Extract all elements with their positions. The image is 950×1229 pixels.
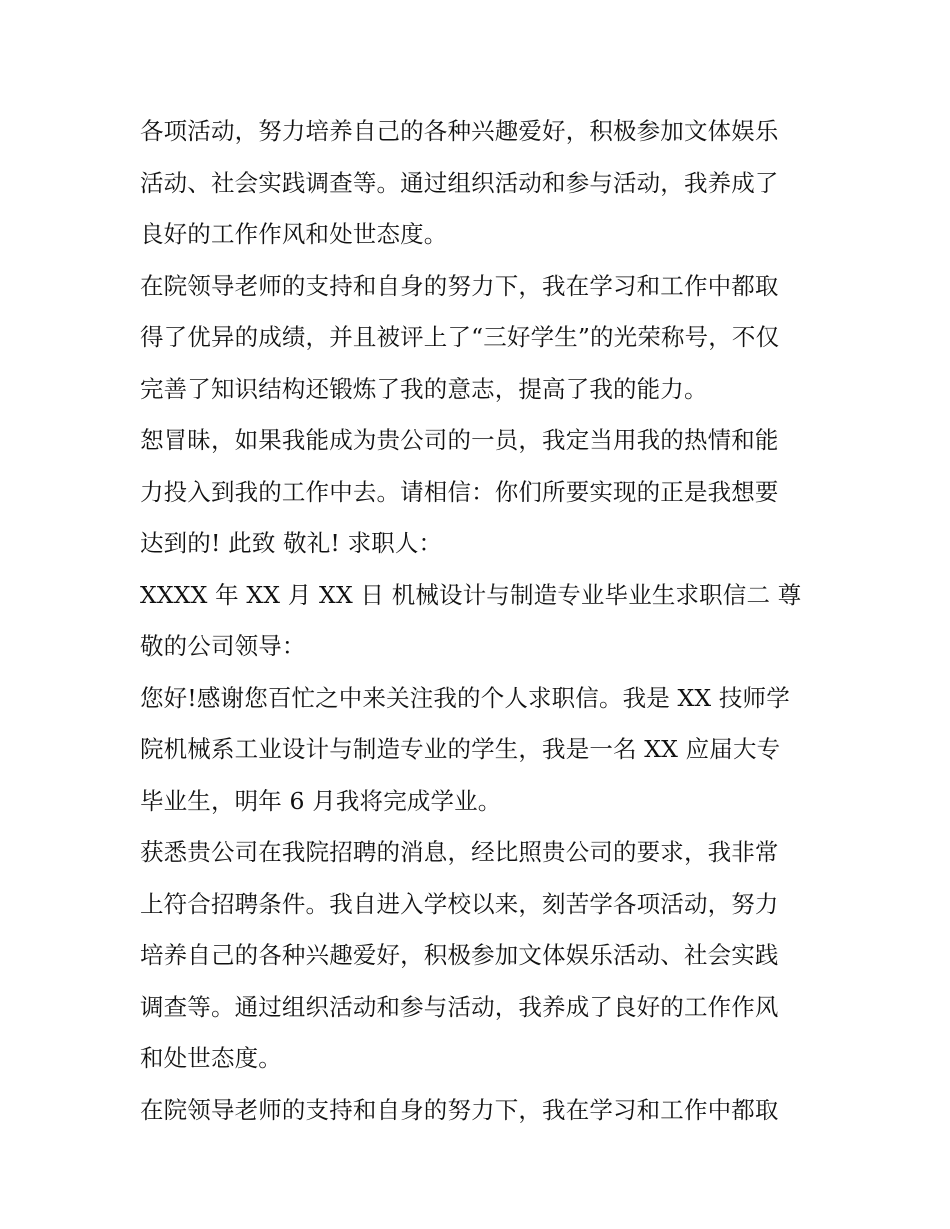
text-line: 活动、社会实践调查等。通过组织活动和参与活动，我养成了 xyxy=(140,168,779,197)
text-line: 院机械系工业设计与制造专业的学生，我是一名 XX 应届大专 xyxy=(140,735,781,763)
text-line: 敬的公司领导： xyxy=(140,632,306,660)
text-line: XXXX 年 XX 月 XX 日 机械设计与制造专业毕业生求职信二 尊 xyxy=(140,580,802,609)
text-line: 培养自己的各种兴趣爱好，积极参加文体娱乐活动、社会实践 xyxy=(140,941,779,969)
text-line: 恕冒昧，如果我能成为贵公司的一员，我定当用我的热情和能 xyxy=(140,426,779,454)
text-line: 在院领导老师的支持和自身的努力下，我在学习和工作中都取 xyxy=(140,271,779,300)
text-line: 完善了知识结构还锻炼了我的意志，提高了我的能力。 xyxy=(140,374,708,403)
letter-body xyxy=(140,106,830,1136)
text-line: 达到的! 此致 敬礼! 求职人： xyxy=(140,529,443,557)
text-line: 毕业生，明年 6 月我将完成学业。 xyxy=(140,786,502,815)
text-line: 在院领导老师的支持和自身的努力下，我在学习和工作中都取 xyxy=(140,1095,779,1124)
text-line: 调查等。通过组织活动和参与活动，我养成了良好的工作作风 xyxy=(140,992,779,1021)
text-line: 各项活动，努力培养自己的各种兴趣爱好，积极参加文体娱乐 xyxy=(140,117,779,145)
text-line: 良好的工作作风和处世态度。 xyxy=(140,220,448,248)
text-line: 得了优异的成绩，并且被评上了“三好学生”的光荣称号，不仅 xyxy=(140,323,780,351)
text-line: 力投入到我的工作中去。请相信：你们所要实现的正是我想要 xyxy=(140,477,779,506)
text-line: 和处世态度。 xyxy=(140,1044,282,1072)
text-line: 您好!感谢您百忙之中来关注我的个人求职信。我是 XX 技师学 xyxy=(140,683,790,712)
text-line: 获悉贵公司在我院招聘的消息，经比照贵公司的要求，我非常 xyxy=(140,838,779,866)
text-line: 上符合招聘条件。我自进入学校以来，刻苦学各项活动，努力 xyxy=(140,889,779,918)
